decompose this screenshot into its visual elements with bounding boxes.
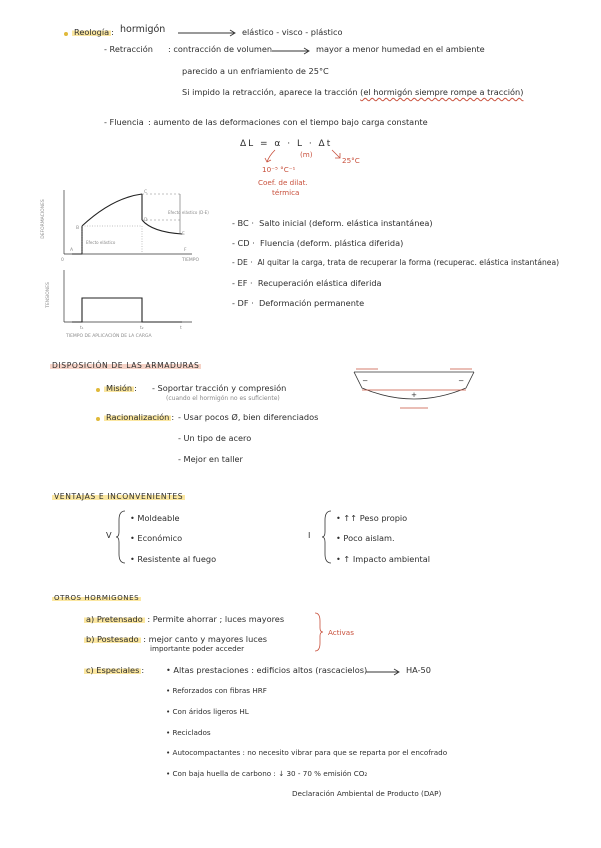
fluencia-alpha-val: 10⁻⁵ °C⁻¹ bbox=[262, 165, 296, 174]
otros-title: OTROS HORMIGONES bbox=[54, 594, 140, 602]
inconveniente-item-3: • ↑ Impacto ambiental bbox=[336, 554, 431, 564]
beam-plus: + bbox=[411, 390, 418, 399]
fluencia-unit-c: 25°C bbox=[342, 156, 360, 165]
mision-note: (cuando el hormigón no es suficiente) bbox=[166, 395, 280, 402]
definition-de: - DE · Al quitar la carga, trata de recuperar la forma (recuperac. elástica instantánea) bbox=[232, 258, 560, 267]
ventaja-item-3: • Resistente al fuego bbox=[130, 554, 217, 564]
dap-label: Declaración Ambiental de Producto (DAP) bbox=[292, 789, 442, 798]
retraccion-line3: Si impido la retracción, aparece la tracción (el hormigón siempre rompe a tracción) bbox=[182, 87, 524, 97]
point-c: C bbox=[144, 190, 148, 195]
point-b: B bbox=[76, 226, 80, 231]
retraccion-result: mayor a menor humedad en el ambiente bbox=[316, 44, 485, 54]
especial-item-6: • Con baja huella de carbono : ↓ 30 - 70 % emisión CO₂ bbox=[166, 769, 368, 778]
arrow-icon bbox=[330, 150, 342, 160]
bullet-dot bbox=[96, 417, 100, 421]
bullet-dot bbox=[96, 388, 100, 392]
racionalizacion-item-1: - Usar pocos Ø, bien diferenciados bbox=[178, 412, 319, 422]
arrow-right-icon bbox=[366, 669, 402, 675]
reologia-title: Reología : bbox=[74, 27, 114, 37]
tick-t1: t₁ bbox=[80, 326, 84, 331]
deformation-figure bbox=[42, 186, 212, 342]
retraccion-label: - Retracción bbox=[104, 44, 153, 54]
stress-step bbox=[72, 298, 182, 322]
ventajas-title: VENTAJAS E INCONVENIENTES bbox=[54, 492, 184, 501]
point-d: D bbox=[144, 218, 148, 223]
fluencia-desc: : aumento de las deformaciones con el tiempo bajo carga constante bbox=[148, 117, 428, 127]
reologia-head: hormigón bbox=[120, 24, 166, 35]
arrow-icon bbox=[265, 150, 277, 164]
armaduras-title: DISPOSICIÓN DE LAS ARMADURAS bbox=[52, 361, 200, 370]
fluencia-formula: ΔL = α · L · Δt bbox=[240, 139, 333, 149]
inconvenientes-i-label: I bbox=[308, 530, 311, 540]
racionalizacion-label: Racionalización : bbox=[106, 412, 175, 422]
especiales-label: c) Especiales : bbox=[86, 665, 145, 675]
tick-t0: 0 bbox=[61, 258, 64, 263]
racionalizacion-item-3: - Mejor en taller bbox=[178, 454, 243, 464]
especial-item-2: • Reforzados con fibras HRF bbox=[166, 686, 267, 695]
especial-item-5: • Autocompactantes : no necesito vibrar para que se reparta por el encofrado bbox=[166, 748, 448, 757]
especial-item-1: • Altas prestaciones : edificios altos (rascacielos) bbox=[166, 665, 368, 675]
left-label: Efecto elástico bbox=[86, 240, 116, 245]
fluencia-unit-m: (m) bbox=[300, 150, 313, 159]
point-f: F bbox=[184, 248, 187, 253]
fluencia-coef-2: térmica bbox=[272, 188, 300, 197]
pretensado-line: a) Pretensado : Permite ahorrar ; luces mayores bbox=[86, 614, 285, 624]
point-a: A bbox=[70, 248, 74, 253]
left-brace bbox=[322, 510, 332, 564]
tick-t3: t bbox=[180, 326, 182, 331]
definition-cd: - CD · Fluencia (deform. plástica diferida) bbox=[232, 238, 404, 248]
arrow-right-icon bbox=[272, 48, 312, 54]
inconveniente-item-1: • ↑↑ Peso propio bbox=[336, 513, 408, 523]
fluencia-coef-1: Coef. de dilat. bbox=[258, 178, 308, 187]
ylabel-bottom: TENSIONES bbox=[45, 282, 51, 308]
definition-bc: - BC · Salto inicial (deform. elástica instantánea) bbox=[232, 218, 433, 228]
ylabel-top: DEFORMACIONES bbox=[40, 199, 46, 239]
especial-item-4: • Reciclados bbox=[166, 728, 211, 737]
inconveniente-item-2: • Poco aislam. bbox=[336, 533, 395, 543]
racionalizacion-item-2: - Un tipo de acero bbox=[178, 433, 252, 443]
postesado-line-2: importante poder acceder bbox=[150, 644, 245, 653]
mision-label: Misión : bbox=[106, 383, 137, 393]
mision-text: - Soportar tracción y compresión bbox=[152, 383, 287, 393]
definition-df: - DF · Deformación permanente bbox=[232, 298, 365, 308]
definition-ef: - EF · Recuperación elástica diferida bbox=[232, 278, 382, 288]
ventaja-item-1: • Moldeable bbox=[130, 513, 180, 523]
right-label: Efecto elástico (D-E) bbox=[168, 210, 209, 215]
retraccion-line2: parecido a un enfriamiento de 25°C bbox=[182, 66, 329, 76]
xlabel-bottom: TIEMPO DE APLICACIÓN DE LA CARGA bbox=[66, 334, 152, 339]
ha-label: HA-50 bbox=[406, 665, 431, 675]
ventaja-item-2: • Económico bbox=[130, 533, 183, 543]
retraccion-desc: : contracción de volumen bbox=[168, 44, 273, 54]
arrow-right-icon bbox=[178, 30, 238, 36]
fluencia-label: - Fluencia bbox=[104, 117, 144, 127]
right-brace bbox=[314, 612, 324, 652]
xlabel-top: TIEMPO bbox=[182, 258, 200, 263]
postesado-line: b) Postesado : mejor canto y mayores luces bbox=[86, 634, 268, 644]
beam-minus-right: − bbox=[458, 376, 465, 385]
tick-t2: t₂ bbox=[140, 326, 144, 331]
ventajas-v-label: V bbox=[106, 530, 112, 540]
activas-label: Activas bbox=[328, 628, 354, 637]
left-brace bbox=[116, 510, 126, 564]
beam-minus-left: − bbox=[362, 376, 369, 385]
especial-item-3: • Con áridos ligeros HL bbox=[166, 707, 249, 716]
reologia-result: elástico - visco - plástico bbox=[242, 27, 343, 37]
bullet-dot bbox=[64, 32, 68, 36]
point-e: E bbox=[182, 232, 185, 237]
